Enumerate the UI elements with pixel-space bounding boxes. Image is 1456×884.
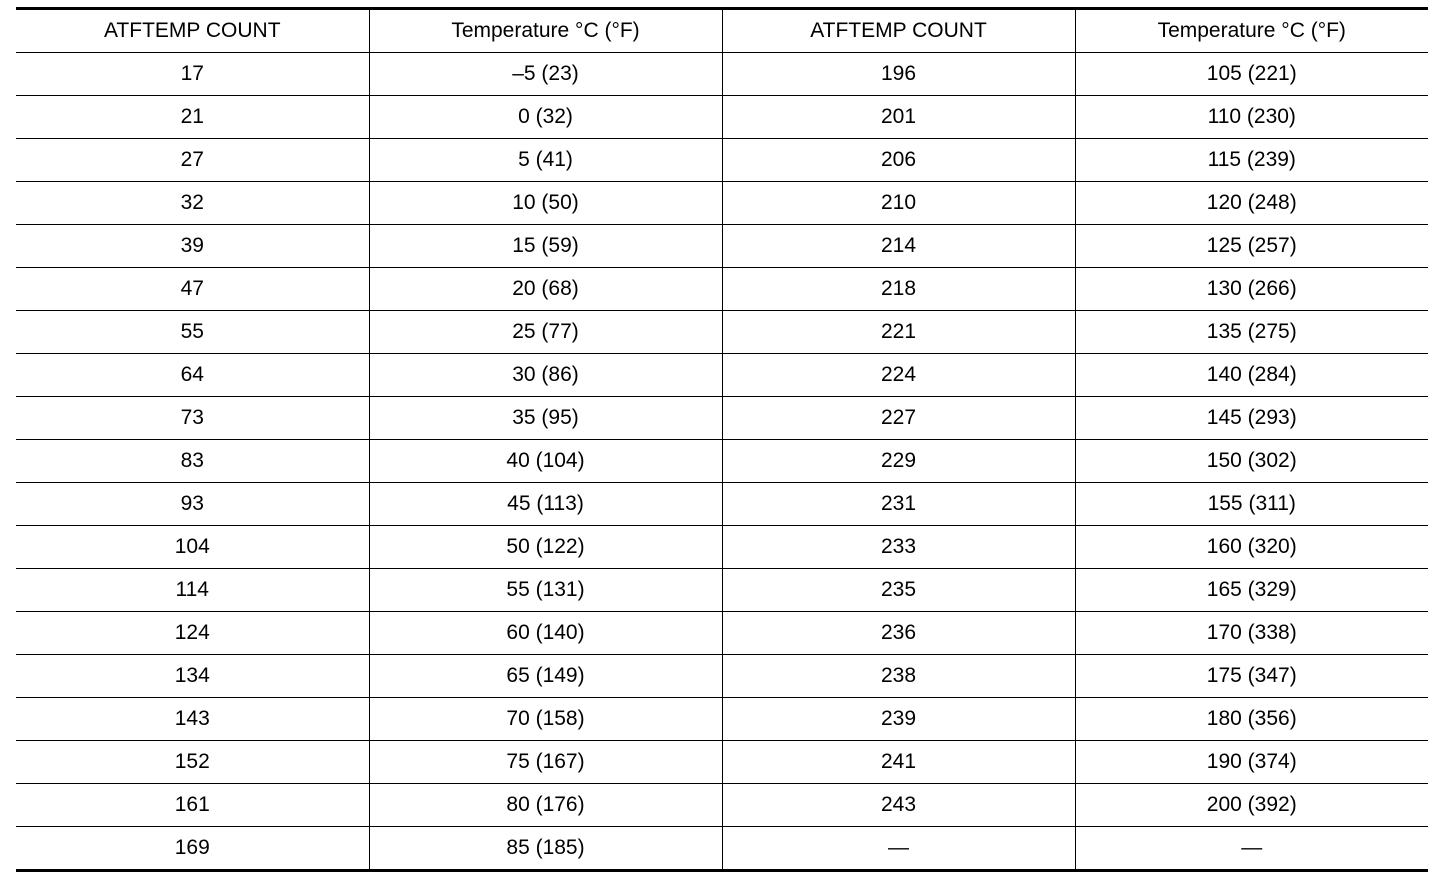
count-right-cell: 206 xyxy=(722,139,1075,182)
temperature-right-cell: 160 (320) xyxy=(1075,526,1428,569)
count-right-cell: 196 xyxy=(722,53,1075,96)
count-right-cell: 227 xyxy=(722,397,1075,440)
table-row xyxy=(16,698,1428,741)
atftemp-table xyxy=(16,7,1428,872)
count-left-cell: 152 xyxy=(16,741,369,784)
temperature-right-cell: 200 (392) xyxy=(1075,784,1428,827)
temperature-left-cell: 45 (113) xyxy=(369,483,722,526)
temperature-left-cell: 65 (149) xyxy=(369,655,722,698)
temperature-right-cell: 190 (374) xyxy=(1075,741,1428,784)
count-right-cell: 218 xyxy=(722,268,1075,311)
temperature-left-cell: 80 (176) xyxy=(369,784,722,827)
temperature-left-cell: 40 (104) xyxy=(369,440,722,483)
table-row xyxy=(16,268,1428,311)
count-right-cell: 233 xyxy=(722,526,1075,569)
temperature-right-cell: — xyxy=(1075,827,1428,871)
table-row xyxy=(16,526,1428,569)
table-row xyxy=(16,225,1428,268)
table-row xyxy=(16,784,1428,827)
temperature-right-cell: 135 (275) xyxy=(1075,311,1428,354)
table-row xyxy=(16,96,1428,139)
header-atftemp-count-left: ATFTEMP COUNT xyxy=(16,9,369,53)
temperature-right-cell: 105 (221) xyxy=(1075,53,1428,96)
count-left-cell: 27 xyxy=(16,139,369,182)
table-row xyxy=(16,741,1428,784)
count-left-cell: 39 xyxy=(16,225,369,268)
temperature-right-cell: 175 (347) xyxy=(1075,655,1428,698)
count-right-cell: 210 xyxy=(722,182,1075,225)
count-right-cell: 235 xyxy=(722,569,1075,612)
count-right-cell: 201 xyxy=(722,96,1075,139)
table-row xyxy=(16,440,1428,483)
temperature-left-cell: 85 (185) xyxy=(369,827,722,871)
count-right-cell: — xyxy=(722,827,1075,871)
count-left-cell: 169 xyxy=(174,836,210,859)
table-row xyxy=(16,53,1428,96)
count-left-cell: 143 xyxy=(16,698,369,741)
table-row xyxy=(16,483,1428,526)
temperature-right-cell: 150 (302) xyxy=(1075,440,1428,483)
temperature-right-cell: 140 (284) xyxy=(1075,354,1428,397)
count-left-cell: 83 xyxy=(16,440,369,483)
count-left-cell: 114 xyxy=(16,569,369,612)
table-row xyxy=(16,569,1428,612)
count-right-cell: 231 xyxy=(722,483,1075,526)
header-atftemp-count-right: ATFTEMP COUNT xyxy=(722,9,1075,53)
table-row xyxy=(16,311,1428,354)
header-row xyxy=(16,9,1428,53)
temperature-right-cell: 120 (248) xyxy=(1075,182,1428,225)
temperature-right-cell: 115 (239) xyxy=(1075,139,1428,182)
temperature-right-cell: 145 (293) xyxy=(1075,397,1428,440)
count-right-cell: 241 xyxy=(722,741,1075,784)
table-row xyxy=(16,827,1428,871)
count-right-cell: 236 xyxy=(722,612,1075,655)
count-right-cell: 243 xyxy=(722,784,1075,827)
temperature-left-cell: 15 (59) xyxy=(369,225,722,268)
table-row xyxy=(16,182,1428,225)
table-header xyxy=(16,9,1428,53)
temperature-left-cell: 55 (131) xyxy=(369,569,722,612)
temperature-left-cell: 25 (77) xyxy=(369,311,722,354)
count-left-cell: 21 xyxy=(16,96,369,139)
table-body xyxy=(16,53,1428,871)
count-left-cell: 93 xyxy=(16,483,369,526)
count-left-cell: 104 xyxy=(16,526,369,569)
temperature-right-cell: 180 (356) xyxy=(1075,698,1428,741)
count-right-cell: 229 xyxy=(722,440,1075,483)
temperature-left-cell: 30 (86) xyxy=(369,354,722,397)
count-right-cell: 239 xyxy=(722,698,1075,741)
temperature-right-cell: 170 (338) xyxy=(1075,612,1428,655)
temperature-left-cell: –5 (23) xyxy=(369,53,722,96)
table-row xyxy=(16,397,1428,440)
temperature-left-cell: 50 (122) xyxy=(369,526,722,569)
count-right-cell: 221 xyxy=(722,311,1075,354)
count-right-cell: 238 xyxy=(722,655,1075,698)
count-left-cell: 17 xyxy=(16,53,369,96)
temperature-right-cell: 130 (266) xyxy=(1075,268,1428,311)
count-right-cell: 224 xyxy=(722,354,1075,397)
count-left-cell: 73 xyxy=(16,397,369,440)
count-right-cell: 214 xyxy=(722,225,1075,268)
table-row xyxy=(16,612,1428,655)
table-row xyxy=(16,354,1428,397)
temperature-left-cell: 60 (140) xyxy=(369,612,722,655)
count-left-cell: 124 xyxy=(16,612,369,655)
temperature-left-cell: 10 (50) xyxy=(369,182,722,225)
count-left-cell: 64 xyxy=(16,354,369,397)
table-row xyxy=(16,655,1428,698)
count-left-cell: 55 xyxy=(16,311,369,354)
temperature-left-cell: 75 (167) xyxy=(369,741,722,784)
temperature-right-cell: 155 (311) xyxy=(1075,483,1428,526)
table-row xyxy=(16,139,1428,182)
temperature-right-cell: 125 (257) xyxy=(1075,225,1428,268)
count-left-cell: 32 xyxy=(16,182,369,225)
temperature-left-cell: 0 (32) xyxy=(369,96,722,139)
count-left-cell: 161 xyxy=(16,784,369,827)
temperature-left-cell: 70 (158) xyxy=(369,698,722,741)
temperature-left-cell: 5 (41) xyxy=(369,139,722,182)
temperature-right-cell: 165 (329) xyxy=(1075,569,1428,612)
temperature-left-cell: 20 (68) xyxy=(369,268,722,311)
header-temperature-left: Temperature °C (°F) xyxy=(369,9,722,53)
count-left-cell: 47 xyxy=(16,268,369,311)
header-temperature-right: Temperature °C (°F) xyxy=(1075,9,1428,53)
temperature-right-cell: 110 (230) xyxy=(1075,96,1428,139)
count-left-cell: 134 xyxy=(16,655,369,698)
temperature-left-cell: 35 (95) xyxy=(369,397,722,440)
